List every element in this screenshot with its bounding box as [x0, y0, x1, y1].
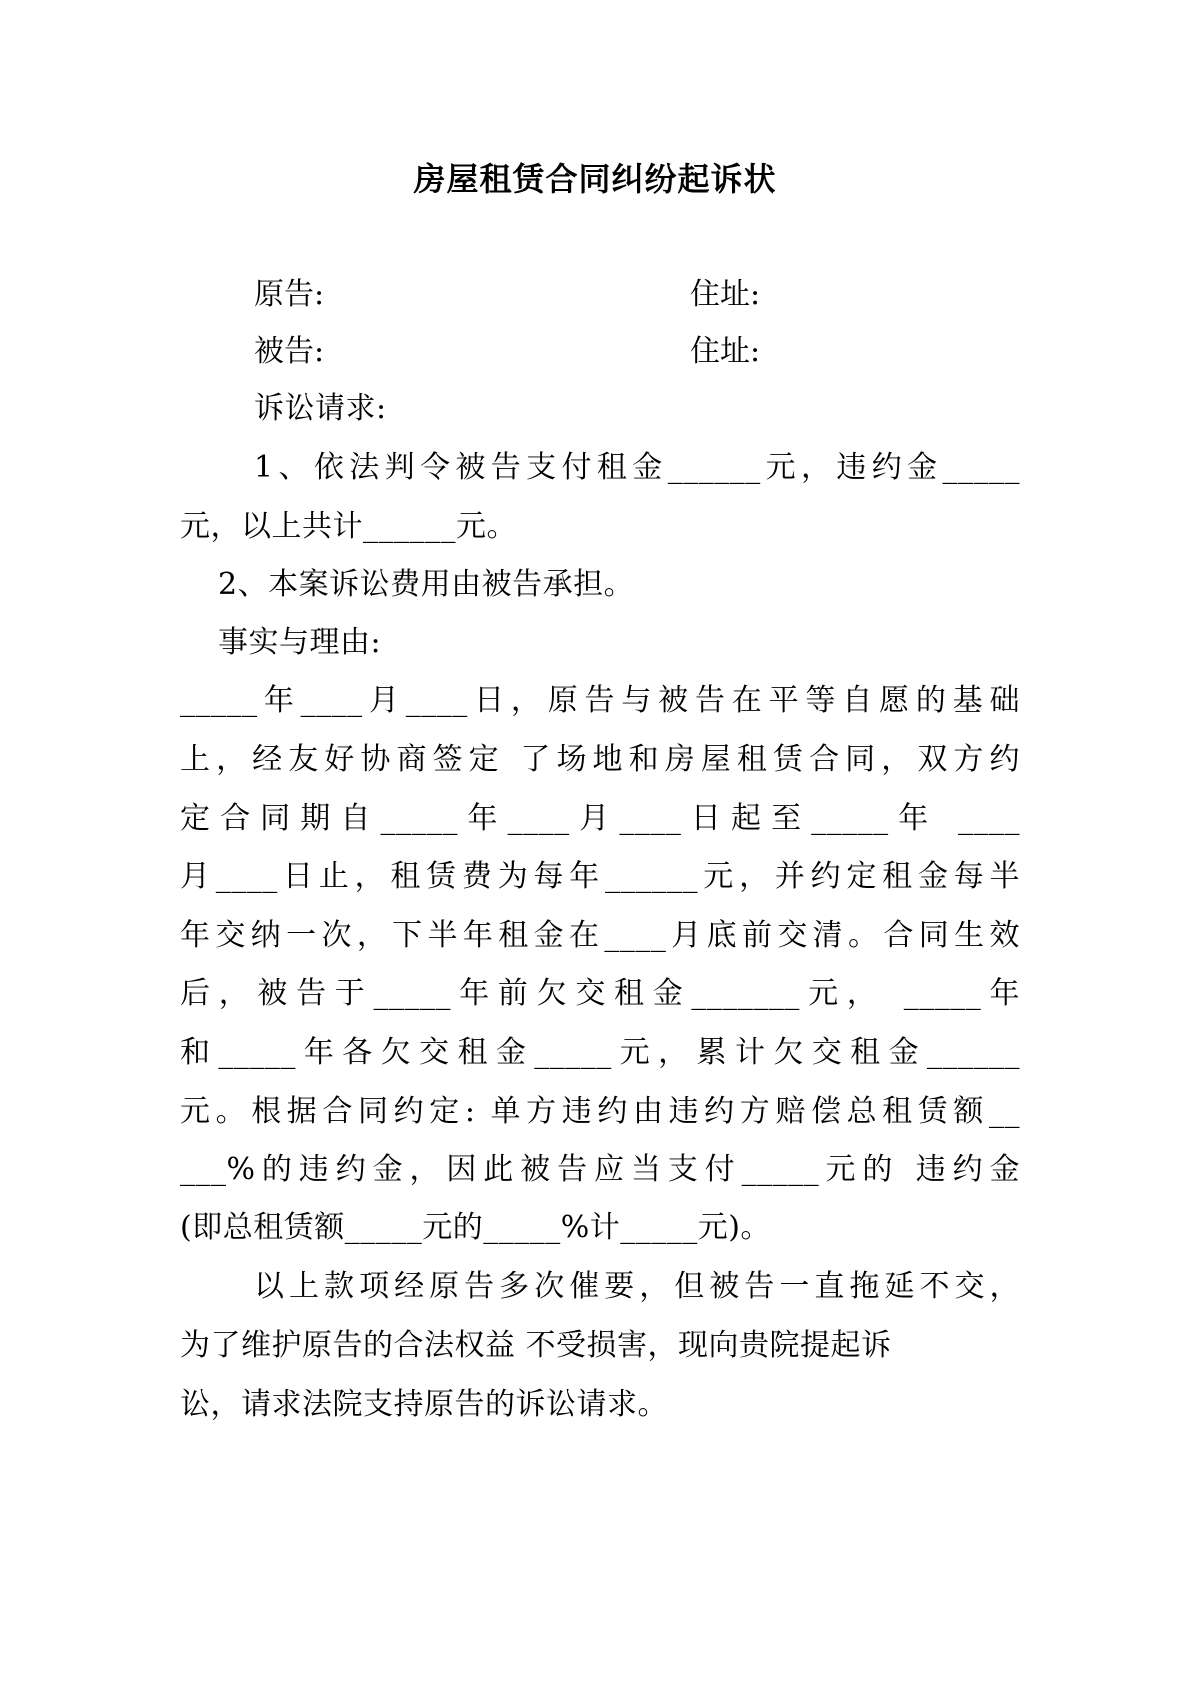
facts-line-8: 元。根据合同约定: 单方违约由违约方赔偿总租赁额__ — [180, 1094, 1020, 1129]
claim-1-line-2: 元，以上共计______元。 — [180, 509, 517, 544]
facts-line-6: 后，被告于_____年前欠交租金_______元， _____年 — [180, 976, 1020, 1011]
facts-line-3: 定合同期自_____年____月____日起至_____年 ____ — [180, 801, 1020, 836]
closing-line-3: 讼，请求法院支持原告的诉讼请求。 — [180, 1387, 668, 1422]
facts-line-2: 上，经友好协商签定 了场地和房屋租赁合同，双方约 — [180, 742, 1020, 777]
defendant-label: 被告: — [254, 334, 325, 369]
defendant-address-label: 住址: — [690, 334, 761, 369]
closing-line-1: 以上款项经原告多次催要，但被告一直拖延不交， — [254, 1269, 1020, 1304]
claim-2: 2、本案诉讼费用由被告承担。 — [218, 567, 635, 602]
plaintiff-address-label: 住址: — [690, 277, 761, 312]
facts-line-10: (即总租赁额_____元的_____%计_____元)。 — [180, 1210, 771, 1245]
facts-line-4: 月____日止，租赁费为每年______元，并约定租金每半 — [180, 859, 1020, 894]
facts-line-5: 年交纳一次，下半年租金在____月底前交清。合同生效 — [180, 918, 1020, 953]
claims-heading: 诉讼请求: — [254, 391, 387, 426]
claim-1-line-1: 1、依法判令被告支付租金______元，违约金_____ — [254, 450, 1020, 485]
facts-line-1: _____年____月____日，原告与被告在平等自愿的基础 — [180, 683, 1020, 718]
facts-line-9: ___%的违约金，因此被告应当支付_____元的 违约金 — [180, 1152, 1020, 1187]
plaintiff-row — [0, 273, 1190, 317]
facts-line-7: 和_____年各欠交租金_____元，累计欠交租金______ — [180, 1035, 1020, 1070]
facts-heading: 事实与理由: — [218, 625, 382, 660]
closing-line-2: 为了维护原告的合法权益 不受损害，现向贵院提起诉 — [180, 1328, 892, 1363]
defendant-row — [0, 330, 1190, 374]
plaintiff-label: 原告: — [254, 277, 325, 312]
document-title: 房屋租赁合同纠纷起诉状 — [413, 160, 777, 198]
